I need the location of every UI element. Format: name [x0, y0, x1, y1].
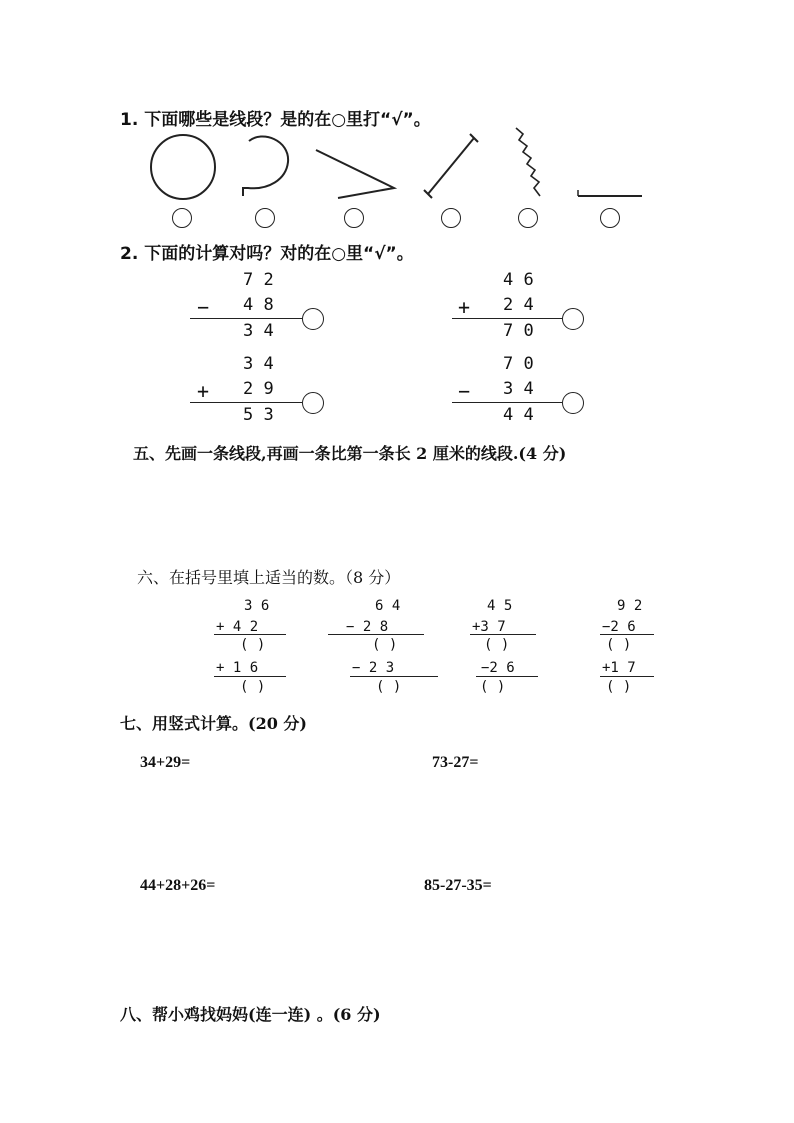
figure-segment [428, 138, 474, 194]
chain-line [600, 634, 654, 635]
answer-circle[interactable] [441, 208, 461, 228]
chain-line [328, 634, 424, 635]
calc-operator: + [458, 295, 471, 319]
q1-figures [0, 0, 794, 240]
problem-2: 73-27= [432, 754, 479, 771]
calc-result: 5 3 [243, 405, 274, 425]
chain-line [350, 676, 438, 677]
calc-top: 7 2 [243, 270, 274, 290]
calc-top: 3 4 [243, 354, 274, 374]
calc-operator: + [197, 379, 210, 403]
calc-top: 7 0 [503, 354, 534, 374]
chain-blank[interactable]: ( ) [240, 679, 266, 695]
calc-top: 4 6 [503, 270, 534, 290]
answer-circle[interactable] [518, 208, 538, 228]
section-8-title: 八、帮小鸡找妈妈(连一连) 。(6 分) [120, 1005, 381, 1024]
q2-title: 2. 下面的计算对吗？对的在○里“√”。 [120, 244, 414, 264]
chain-step: −2 6 [481, 660, 515, 676]
calc-second: 2 4 [503, 295, 534, 315]
calc-line [190, 402, 302, 403]
calc-second: 2 9 [243, 379, 274, 399]
chain-step: + 1 6 [216, 660, 259, 676]
calc-operator: − [197, 295, 210, 319]
answer-circle[interactable] [172, 208, 192, 228]
chain-blank[interactable]: ( ) [480, 679, 506, 695]
chain-blank[interactable]: ( ) [606, 637, 632, 653]
problem-4: 85-27-35= [424, 877, 492, 894]
chain-line [214, 634, 286, 635]
answer-circle[interactable] [562, 392, 584, 414]
chain-blank[interactable]: ( ) [372, 637, 398, 653]
problem-3: 44+28+26= [140, 877, 216, 894]
chain-line [476, 676, 538, 677]
problem-1: 34+29= [140, 754, 191, 771]
answer-circle[interactable] [255, 208, 275, 228]
chain-blank[interactable]: ( ) [484, 637, 510, 653]
section-5-title: 五、先画一条线段,再画一条比第一条长 2 厘米的线段.(4 分) [133, 444, 567, 463]
chain-line [600, 676, 654, 677]
chain-start: 4 5 [487, 598, 513, 614]
calc-second: 3 4 [503, 379, 534, 399]
chain-line [214, 676, 286, 677]
answer-circle[interactable] [302, 308, 324, 330]
section-7-title: 七、用竖式计算。(20 分) [120, 714, 307, 733]
chain-step: +3 7 [472, 619, 506, 635]
section-6-title: 六、在括号里填上适当的数。（8 分） [137, 568, 401, 587]
answer-circle[interactable] [600, 208, 620, 228]
calc-operator: − [458, 379, 471, 403]
chain-blank[interactable]: ( ) [606, 679, 632, 695]
chain-line [470, 634, 536, 635]
chain-start: 6 4 [375, 598, 401, 614]
figure-circle [151, 135, 215, 199]
figure-wavy [516, 128, 540, 196]
figure-angle [316, 150, 394, 198]
calc-result: 7 0 [503, 321, 534, 341]
chain-step: − 2 8 [346, 619, 389, 635]
chain-step: +1 7 [602, 660, 636, 676]
chain-start: 9 2 [617, 598, 643, 614]
chain-step: − 2 3 [352, 660, 395, 676]
answer-circle[interactable] [302, 392, 324, 414]
chain-start: 3 6 [244, 598, 270, 614]
q1-title: 1. 下面哪些是线段？是的在○里打“√”。 [120, 110, 431, 130]
calc-second: 4 8 [243, 295, 274, 315]
answer-circle[interactable] [562, 308, 584, 330]
chain-blank[interactable]: ( ) [376, 679, 402, 695]
chain-step: + 4 2 [216, 619, 259, 635]
chain-step: −2 6 [602, 619, 636, 635]
calc-line [452, 402, 562, 403]
answer-circle[interactable] [344, 208, 364, 228]
calc-line [452, 318, 562, 319]
calc-result: 3 4 [243, 321, 274, 341]
chain-blank[interactable]: ( ) [240, 637, 266, 653]
calc-result: 4 4 [503, 405, 534, 425]
calc-line [190, 318, 302, 319]
figure-curve [243, 137, 288, 196]
